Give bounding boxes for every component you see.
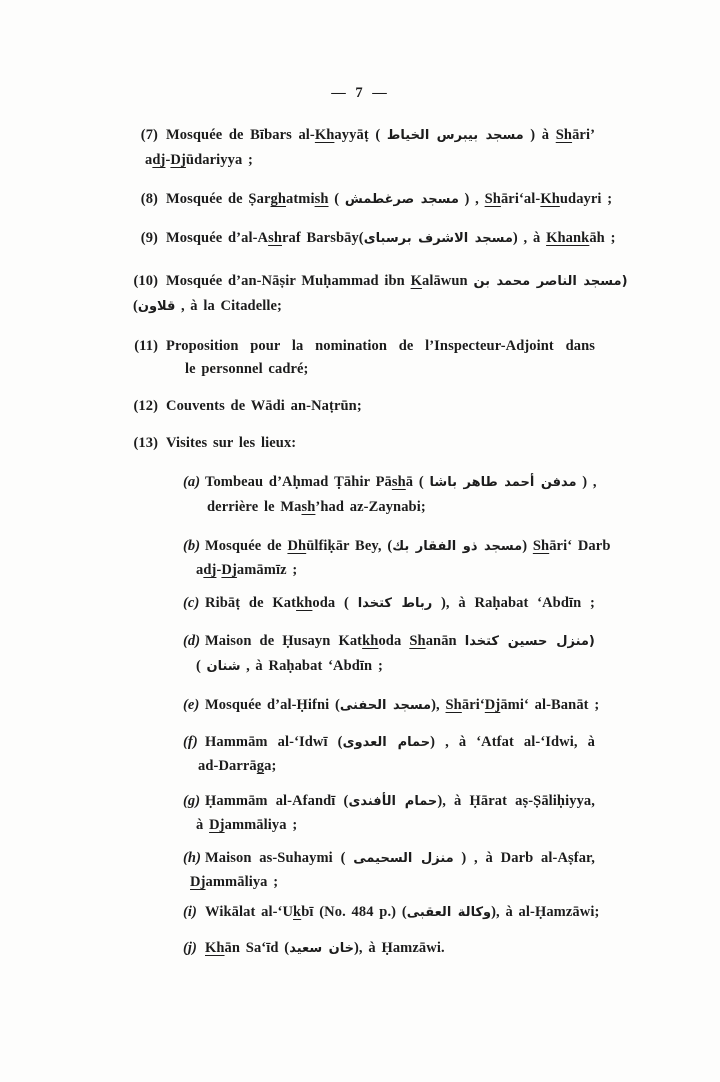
subitem-d-line-2: ( شنان , à Raḥabat ‘Abdīn ;	[196, 658, 383, 674]
item-12-line-1: Couvents de Wādi an-Naṭrūn;	[166, 398, 362, 414]
subitem-a-label: (a)	[183, 474, 201, 490]
subitem-h-label: (h)	[183, 850, 202, 866]
item-10-line-2: (قلاون , à la Citadelle;	[133, 298, 282, 314]
subitem-d-line-1: Maison de Ḥusayn Katkhoda Shanān (منزل حسين كتخدا	[205, 633, 595, 649]
subitem-h-line-2: Djammāliya ;	[190, 874, 279, 890]
item-9-line-1: Mosquée d’al-Ashraf Barsbāy(مسجد الاشرف برسباى) , à Khankāh ;	[166, 230, 616, 246]
item-8-label: (8)	[140, 191, 158, 207]
subitem-h-line-1: Maison as-Suhaymi ( منزل السحيمى ) , à Darb al-Aṣfar,	[205, 850, 595, 866]
item-8-line-1: Mosquée de Ṣarghatmish ( مسجد صرغطمش ) , Shāri‘al-Khudayri ;	[166, 191, 613, 207]
subitem-b-line-1: Mosquée de Dhūlfiḳār Bey, (مسجد ذو الفقار بك) Shāri‘ Darb	[205, 538, 611, 554]
subitem-c-line-1: Ribāṭ de Katkhoda ( رباط كتخدا ), à Raḥabat ‘Abdīn ;	[205, 595, 595, 611]
subitem-a-line-1: Tombeau d’Aḥmad Ṭāhir Pāshā ( مدفن أحمد طاهر باشا ) ,	[205, 474, 597, 490]
subitem-i-label: (i)	[183, 904, 197, 920]
subitem-f-line-2: ad-Darrāga;	[198, 758, 277, 774]
item-13-line-1: Visites sur les lieux:	[166, 435, 297, 451]
subitem-e-line-1: Mosquée d’al-Ḥifni (مسجد الحفنى), Shāri‘Djāmi‘ al-Banāt ;	[205, 697, 600, 713]
subitem-e-label: (e)	[183, 697, 200, 713]
item-11-label: (11)	[134, 338, 158, 354]
subitem-g-line-1: Ḥammām al-Afandī (حمام الأفندى), à Ḥārat aṣ-Ṣāliḥiyya,	[205, 793, 595, 809]
item-9-label: (9)	[140, 230, 158, 246]
item-11-line-1: Proposition pour la nomination de l’Inspecteur-Adjoint dans	[166, 338, 595, 354]
item-13-label: (13)	[133, 435, 158, 451]
subitem-b-label: (b)	[183, 538, 201, 554]
item-12-label: (12)	[133, 398, 158, 414]
subitem-b-line-2: adj-Djamāmīz ;	[196, 562, 298, 578]
subitem-g-label: (g)	[183, 793, 201, 809]
item-7-line-2: adj-Djūdariyya ;	[145, 152, 253, 168]
subitem-i-line-1: Wikālat al-‘Ukbī (No. 484 p.) (وكالة العقبى), à al-Ḥamzāwi;	[205, 904, 600, 920]
subitem-a-line-2: derrière le Mash’had az-Zaynabi;	[207, 499, 426, 515]
item-10-line-1: Mosquée d’an-Nāṣir Muḥammad ibn Kalāwun (مسجد الناصر محمد بن	[166, 273, 628, 289]
item-11-line-2: le personnel cadré;	[185, 361, 309, 377]
subitem-c-label: (c)	[183, 595, 200, 611]
item-7-label: (7)	[140, 127, 158, 143]
item-7-line-1: Mosquée de Bībars al-Khayyāṭ ( مسجد بيبرس الخياط ) à Shāri’	[166, 127, 596, 143]
item-10-label: (10)	[133, 273, 158, 289]
subitem-f-line-1: Hammām al-‘Idwī (حمام العدوى) , à ‘Atfat al-‘Idwi, à	[205, 734, 595, 750]
subitem-g-line-2: à Djammāliya ;	[196, 817, 298, 833]
page-number: — 7 —	[331, 85, 389, 101]
subitem-f-label: (f)	[183, 734, 198, 750]
subitem-j-label: (j)	[183, 940, 197, 956]
subitem-j-line-1: Khān Sa‘īd (خان سعيد), à Ḥamzāwi.	[205, 940, 445, 956]
subitem-d-label: (d)	[183, 633, 201, 649]
